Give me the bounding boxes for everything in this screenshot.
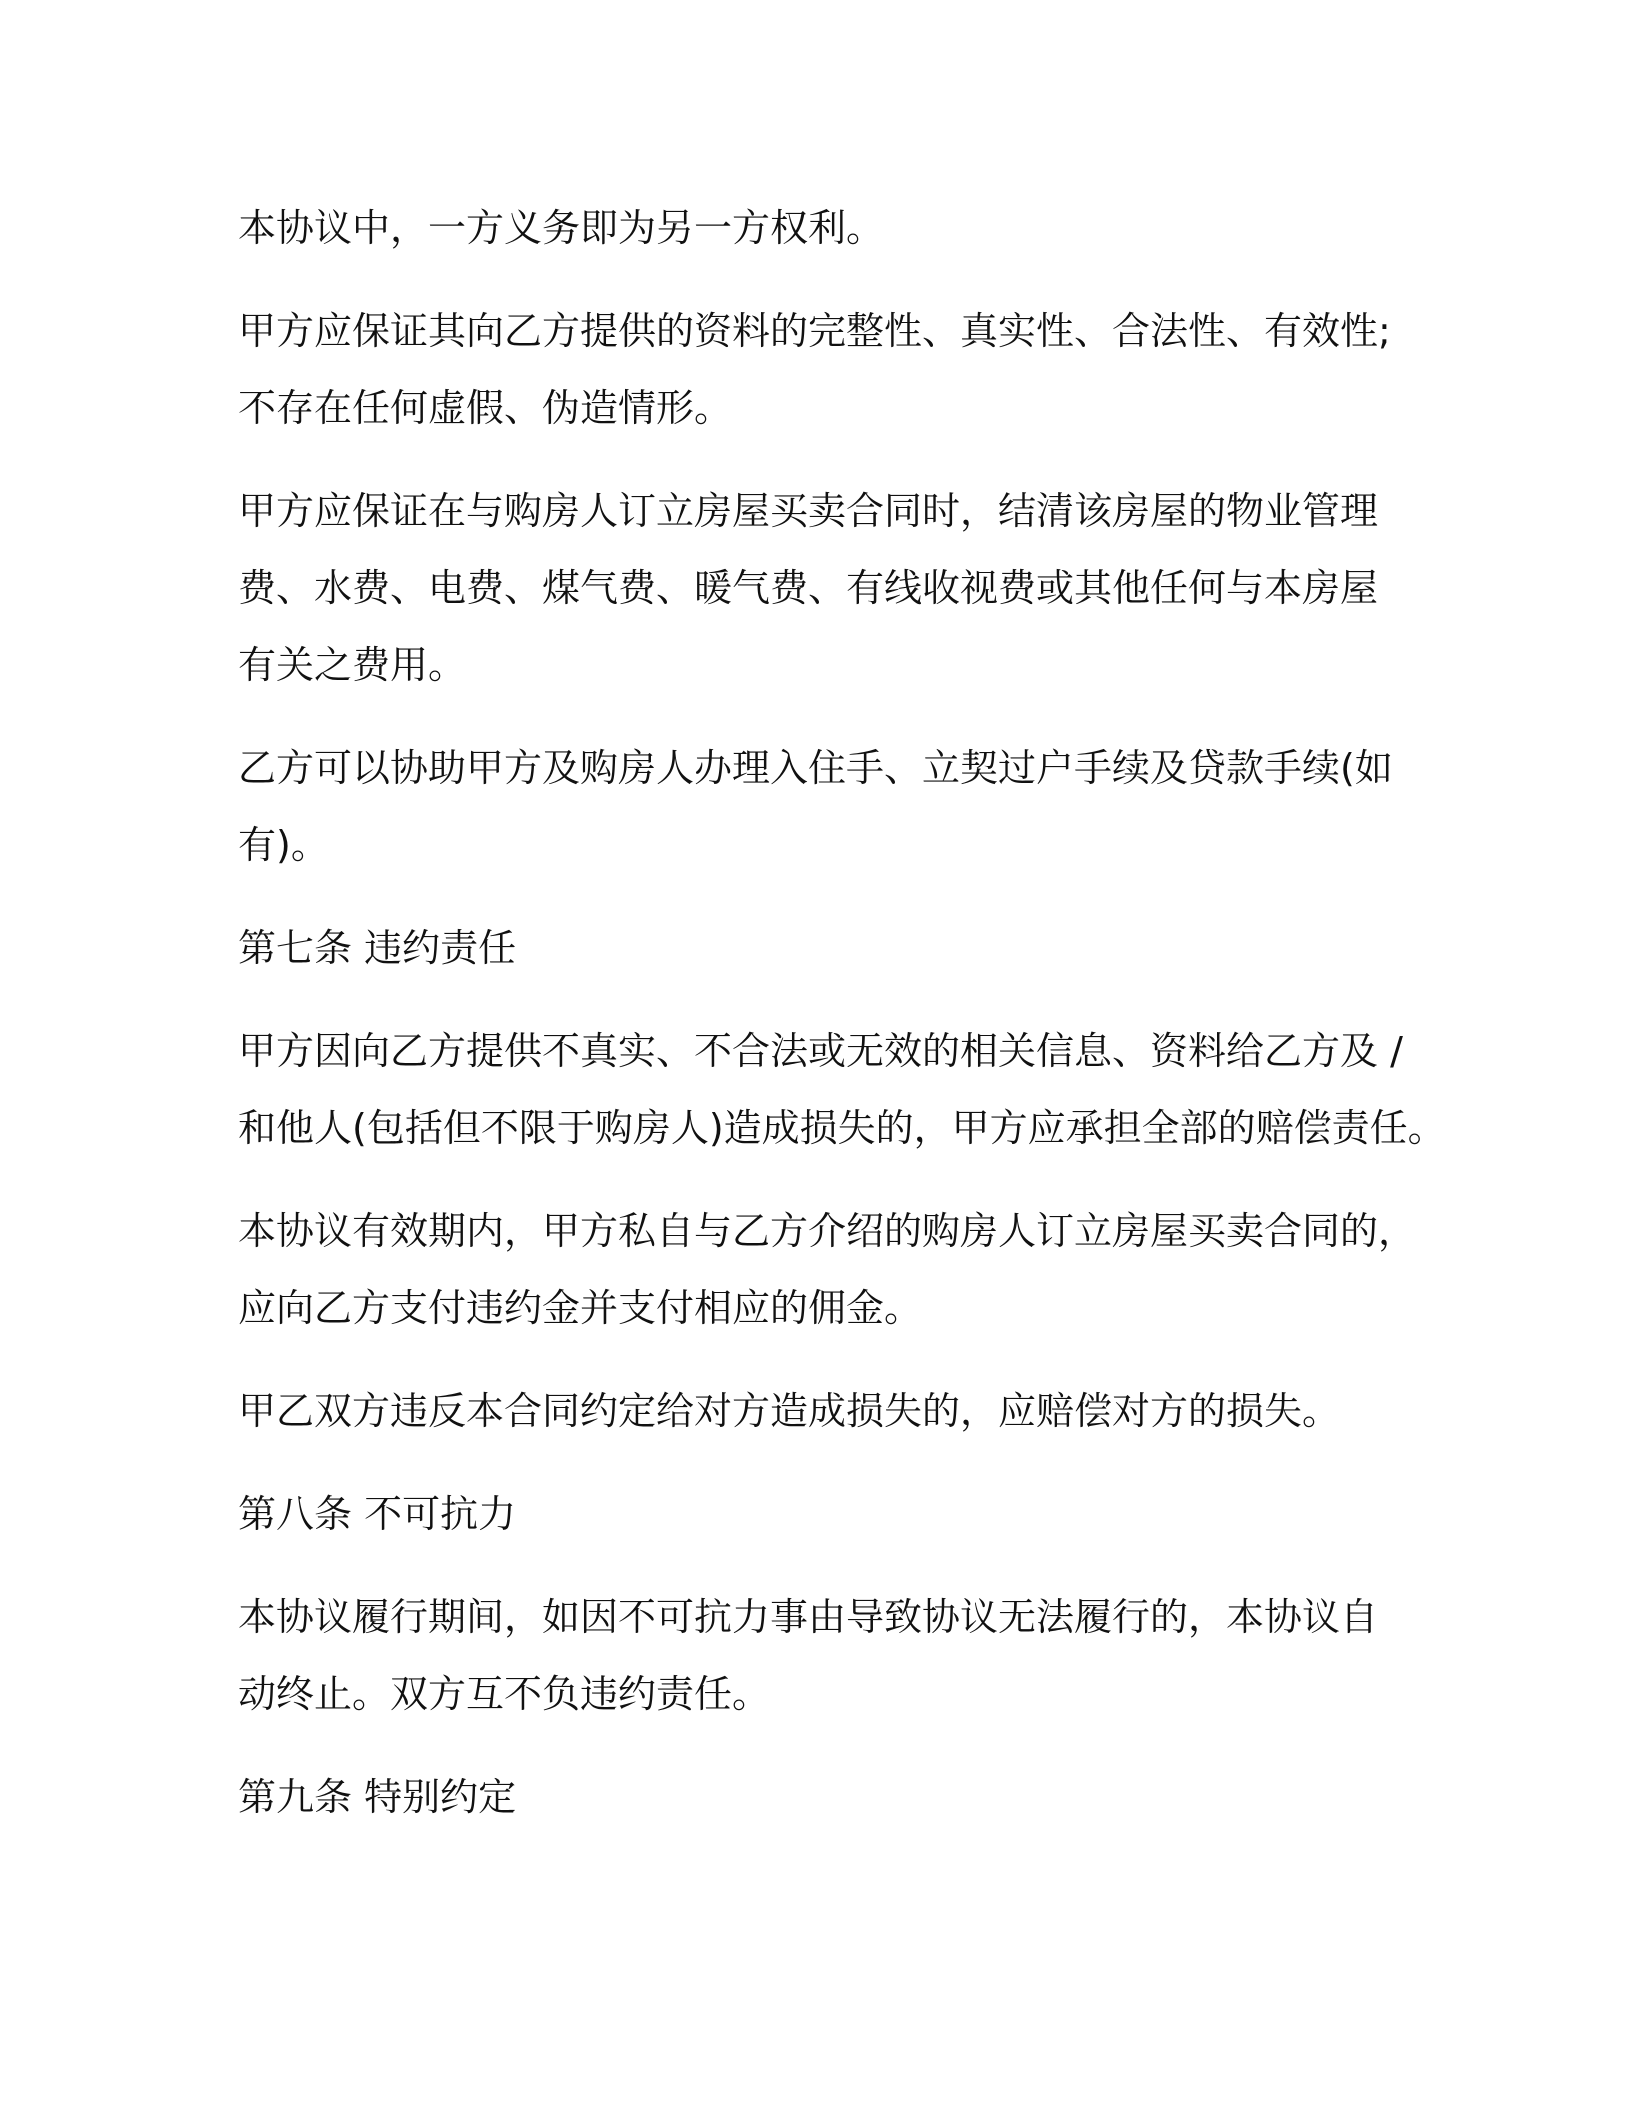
- paragraph-party-a-materials: [238, 293, 1398, 447]
- heading-text: 第九条 特别约定: [238, 1775, 517, 1819]
- section-heading-article-7: [238, 910, 1398, 987]
- text-line: 甲方因向乙方提供不真实、不合法或无效的相关信息、资料给乙方及 /: [238, 1029, 1403, 1073]
- text-line: 和他人(包括但不限于购房人)造成损失的，甲方应承担全部的赔偿责任。: [238, 1106, 1446, 1150]
- text-line: 甲乙双方违反本合同约定给对方造成损失的，应赔偿对方的损失。: [238, 1389, 1341, 1433]
- paragraph-mutual-compensation: [238, 1373, 1398, 1450]
- text-line: 不存在任何虚假、伪造情形。: [238, 386, 733, 430]
- section-heading-article-9: [238, 1759, 1398, 1836]
- text-line: 费、水费、电费、煤气费、暖气费、有线收视费或其他任何与本房屋: [238, 566, 1379, 610]
- heading-text: 第八条 不可抗力: [238, 1492, 517, 1536]
- text-line: 有关之费用。: [238, 643, 467, 687]
- paragraph-force-majeure: [238, 1579, 1398, 1733]
- text-line: 甲方应保证其向乙方提供的资料的完整性、真实性、合法性、有效性;: [238, 309, 1391, 353]
- document-body: [238, 190, 1446, 1862]
- paragraph-private-contract-penalty: [238, 1193, 1417, 1347]
- text-line: 本协议中，一方义务即为另一方权利。: [238, 206, 885, 250]
- text-line: 本协议履行期间，如因不可抗力事由导致协议无法履行的，本协议自: [238, 1595, 1379, 1639]
- text-line: 甲方应保证在与购房人订立房屋买卖合同时，结清该房屋的物业管理: [238, 489, 1379, 533]
- section-heading-article-8: [238, 1476, 1398, 1553]
- text-line: 本协议有效期内，甲方私自与乙方介绍的购房人订立房屋买卖合同的，: [238, 1209, 1417, 1253]
- paragraph-obligation-right: [238, 190, 1398, 267]
- paragraph-false-info-liability: [238, 1013, 1446, 1167]
- heading-text: 第七条 违约责任: [238, 926, 517, 970]
- text-line: 有)。: [238, 823, 329, 867]
- text-line: 乙方可以协助甲方及购房人办理入住手、立契过户手续及贷款手续(如: [238, 746, 1393, 790]
- text-line: 应向乙方支付违约金并支付相应的佣金。: [238, 1286, 923, 1330]
- paragraph-party-a-fees: [238, 473, 1398, 704]
- text-line: 动终止。双方互不负违约责任。: [238, 1672, 771, 1716]
- paragraph-party-b-assist: [238, 730, 1398, 884]
